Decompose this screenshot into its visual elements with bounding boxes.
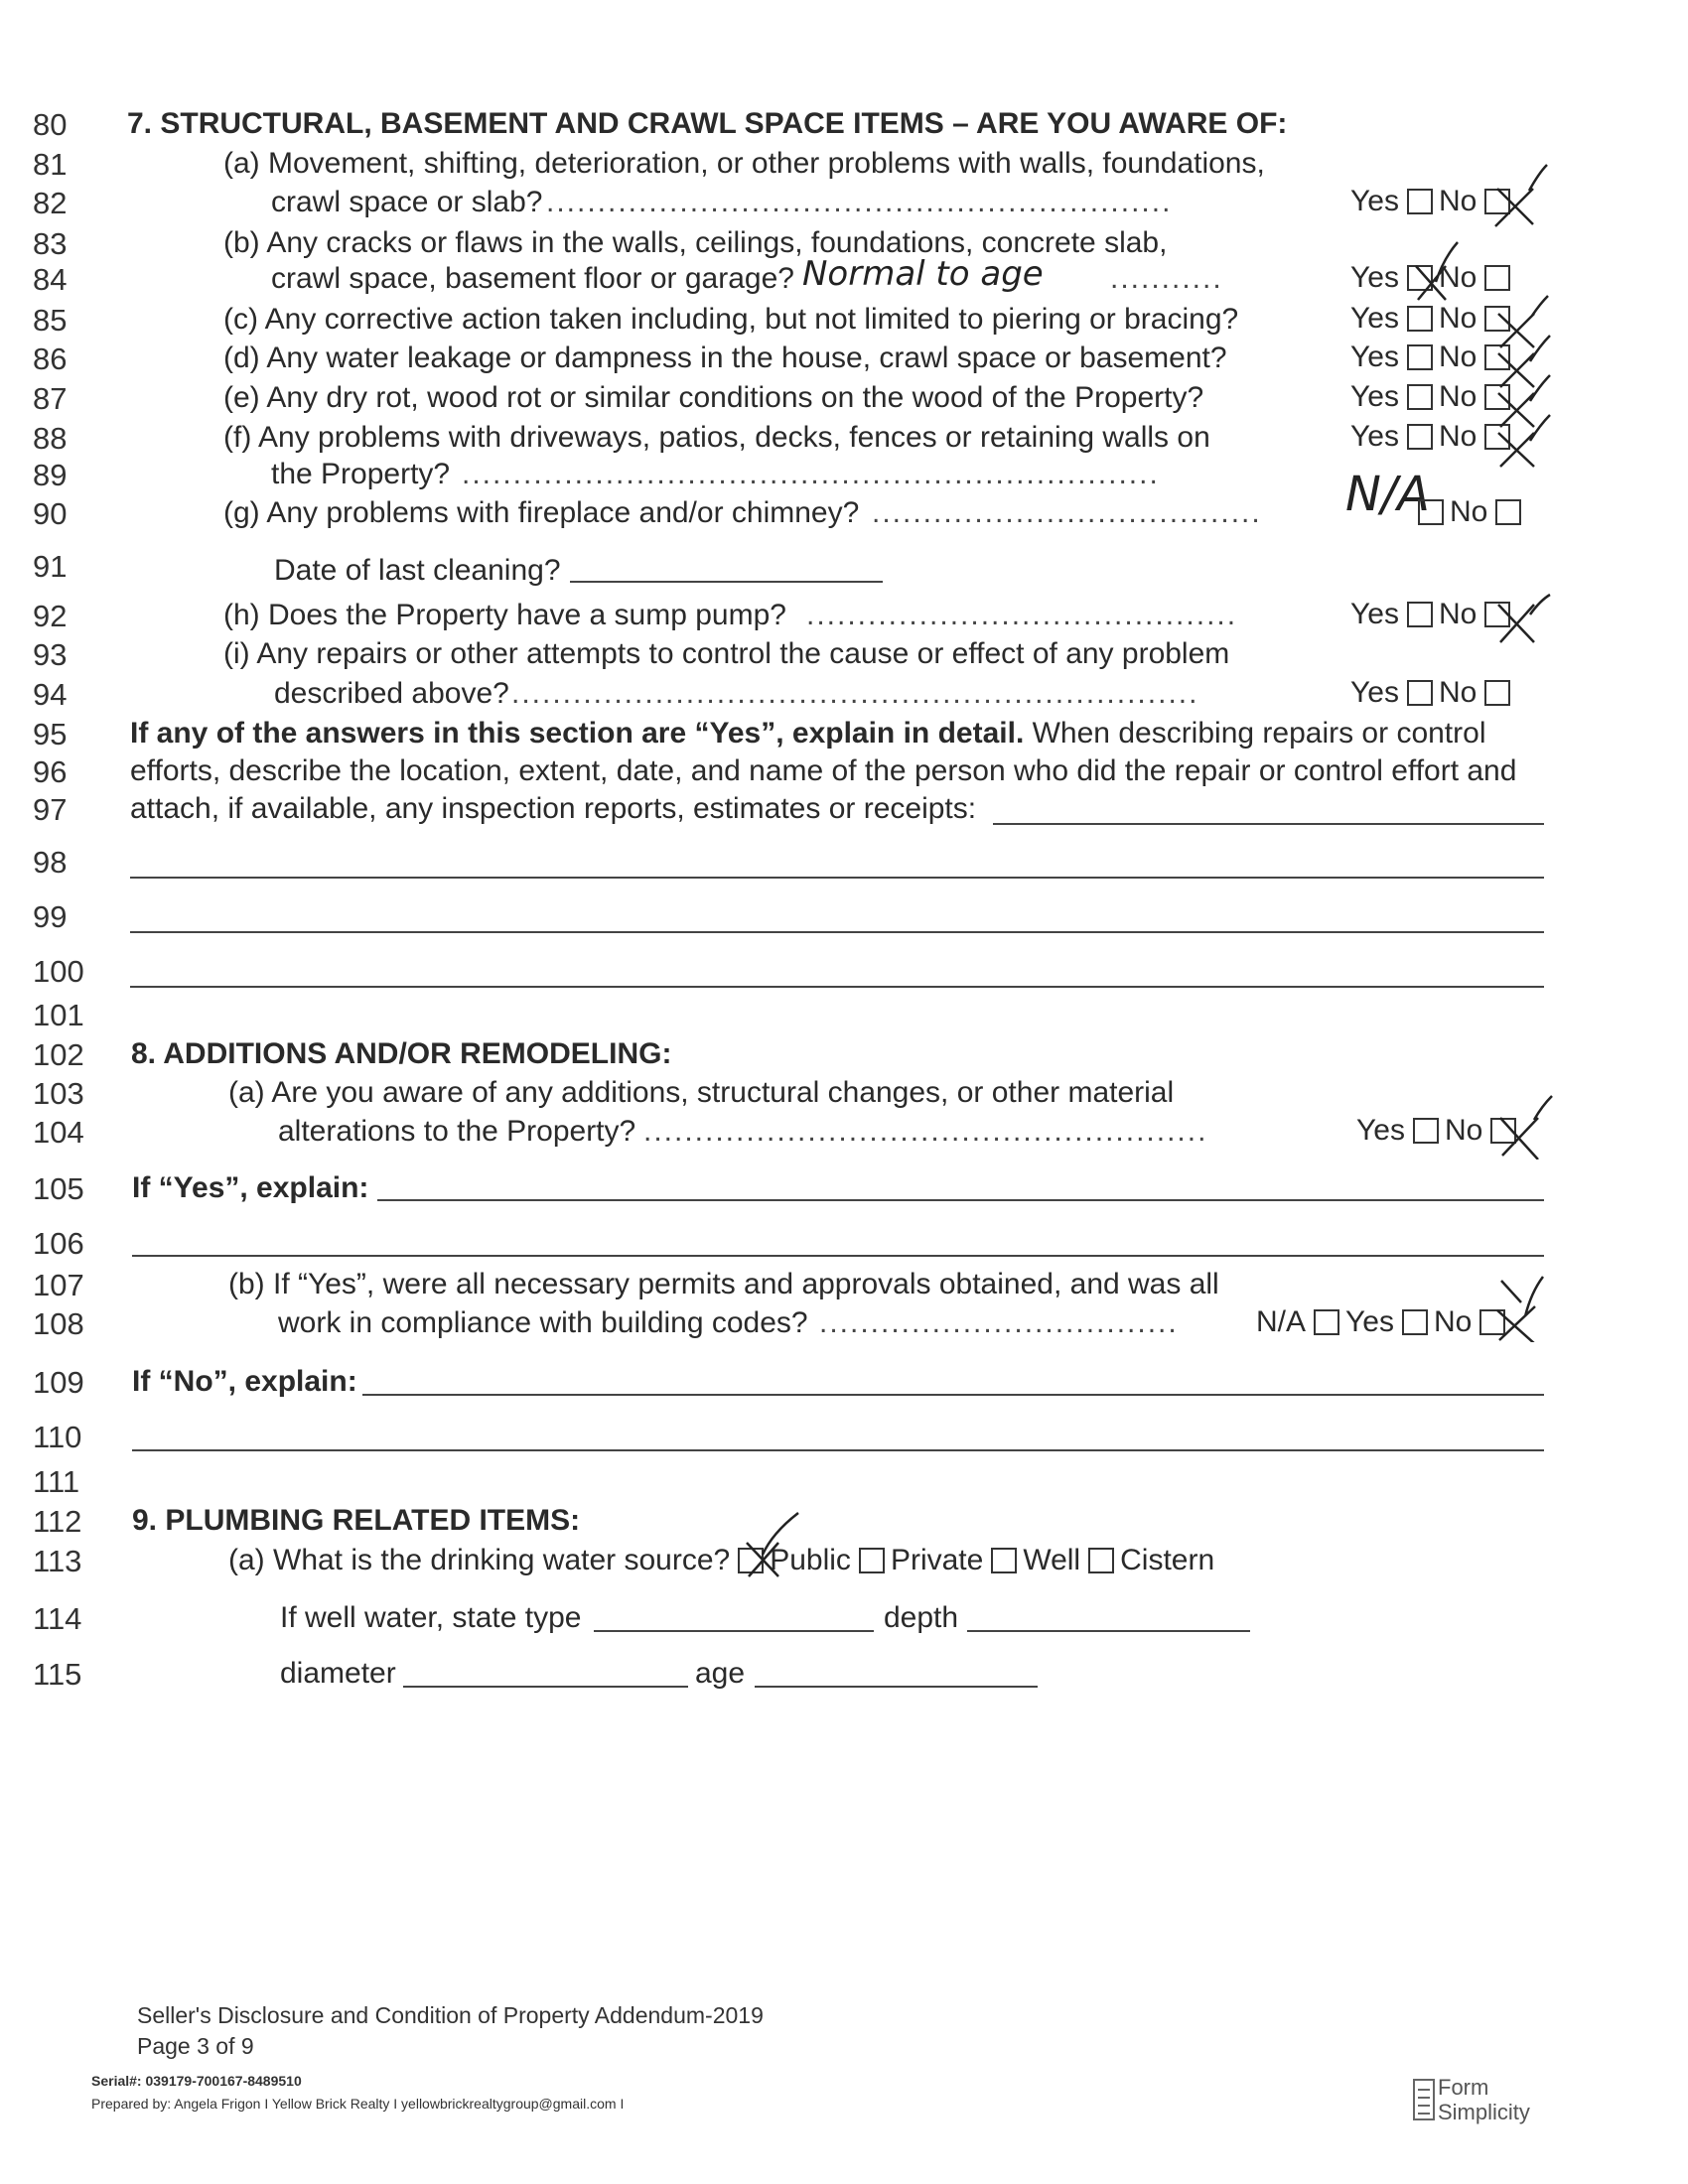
depth-label: depth bbox=[884, 1601, 959, 1634]
yes-checkbox[interactable] bbox=[1407, 189, 1433, 214]
question-7b-line2: crawl space, basement floor or garage? bbox=[271, 262, 794, 295]
diameter-field[interactable] bbox=[403, 1686, 688, 1688]
answer-7i bbox=[1350, 676, 1516, 710]
section-9-heading: 9. PLUMBING RELATED ITEMS: bbox=[132, 1504, 581, 1537]
explain-instruction-line3: attach, if available, any inspection reports, estimates or receipts: bbox=[130, 792, 977, 825]
question-8b-line1: (b) If “Yes”, were all necessary permits and approvals obtained, and was all bbox=[228, 1268, 1219, 1300]
leader-dots: .................................................................... bbox=[462, 458, 1160, 490]
explain-instruction-line1 bbox=[130, 717, 1486, 751]
line-number: 85 bbox=[33, 303, 68, 338]
yes-label: Yes bbox=[1350, 380, 1399, 413]
line-number: 90 bbox=[33, 496, 68, 531]
cistern-checkbox[interactable] bbox=[1088, 1548, 1114, 1573]
no-label: No bbox=[1438, 302, 1477, 335]
handwritten-na-7g: N/A bbox=[1345, 467, 1430, 522]
line-number: 111 bbox=[33, 1464, 80, 1499]
question-7e: (e) Any dry rot, wood rot or similar conditions on the wood of the Property? bbox=[223, 381, 1204, 414]
no-label: No bbox=[1438, 341, 1477, 373]
line-number: 89 bbox=[33, 458, 68, 492]
explain-instruction-line2: efforts, describe the location, extent, date, and name of the person who did the repair or control effort and bbox=[130, 754, 1517, 787]
leader-dots: ...................................... bbox=[872, 496, 1262, 529]
explain-field-line[interactable] bbox=[130, 877, 1544, 879]
yes-label: Yes bbox=[1350, 420, 1399, 453]
checkmark-x-icon bbox=[1496, 1090, 1556, 1160]
if-yes-explain-field[interactable] bbox=[132, 1255, 1544, 1257]
question-7b-line1: (b) Any cracks or flaws in the walls, ceilings, foundations, concrete slab, bbox=[223, 226, 1168, 259]
handwritten-note-7b: Normal to age bbox=[802, 254, 1044, 294]
section-7-heading: 7. STRUCTURAL, BASEMENT AND CRAWL SPACE ITEMS – ARE YOU AWARE OF: bbox=[127, 107, 1288, 140]
no-label: No bbox=[1438, 380, 1477, 413]
line-number: 98 bbox=[33, 845, 68, 880]
cistern-label: Cistern bbox=[1120, 1544, 1215, 1576]
answer-7d bbox=[1350, 341, 1516, 374]
answer-7f bbox=[1350, 420, 1516, 454]
line-number: 105 bbox=[33, 1171, 84, 1206]
yes-label: Yes bbox=[1356, 1114, 1405, 1147]
na-label: N/A bbox=[1256, 1305, 1307, 1338]
no-label: No bbox=[1444, 1114, 1483, 1147]
yes-checkbox[interactable] bbox=[1402, 1309, 1428, 1335]
checkmark-x-icon bbox=[1489, 161, 1549, 230]
explain-rest: When describing repairs or control bbox=[1024, 717, 1486, 750]
no-label: No bbox=[1438, 676, 1477, 709]
form-simplicity-logo bbox=[1412, 2075, 1530, 2124]
line-number: 106 bbox=[33, 1226, 84, 1261]
answer-7h bbox=[1350, 598, 1516, 631]
question-7h: (h) Does the Property have a sump pump? bbox=[223, 599, 786, 631]
age-field[interactable] bbox=[755, 1686, 1038, 1688]
question-7i-line2: described above? bbox=[274, 677, 509, 710]
no-label: No bbox=[1438, 420, 1477, 453]
line-number: 83 bbox=[33, 226, 68, 261]
leader-dots: .......................................... bbox=[806, 599, 1238, 631]
line-number: 84 bbox=[33, 262, 68, 297]
no-label: No bbox=[1438, 261, 1477, 294]
line-number: 95 bbox=[33, 717, 68, 751]
no-label: No bbox=[1438, 598, 1477, 630]
logo-text-simplicity: Simplicity bbox=[1438, 2100, 1530, 2124]
checkmark-x-icon bbox=[743, 1509, 802, 1578]
checkmark-x-icon bbox=[1494, 581, 1554, 650]
yes-checkbox[interactable] bbox=[1407, 384, 1433, 410]
well-label: Well bbox=[1023, 1544, 1081, 1576]
explain-bold: If any of the answers in this section are “Yes”, explain in detail. bbox=[130, 717, 1025, 750]
yes-label: Yes bbox=[1350, 302, 1399, 335]
line-number: 88 bbox=[33, 421, 68, 456]
answer-7e bbox=[1350, 380, 1516, 414]
question-7c: (c) Any corrective action taken including, but not limited to piering or bracing? bbox=[223, 303, 1239, 336]
line-number: 104 bbox=[33, 1115, 84, 1150]
if-no-explain-label: If “No”, explain: bbox=[132, 1365, 357, 1398]
age-label: age bbox=[695, 1657, 746, 1690]
form-title: Seller's Disclosure and Condition of Property Addendum-2019 bbox=[137, 2002, 764, 2028]
line-number: 96 bbox=[33, 754, 68, 789]
private-checkbox[interactable] bbox=[859, 1548, 885, 1573]
question-7d: (d) Any water leakage or dampness in the house, crawl space or basement? bbox=[223, 341, 1227, 374]
question-7i-line1: (i) Any repairs or other attempts to control the cause or effect of any problem bbox=[223, 637, 1230, 670]
diameter-label: diameter bbox=[280, 1657, 396, 1690]
question-8a-line2: alterations to the Property? bbox=[278, 1115, 636, 1148]
yes-label: Yes bbox=[1350, 185, 1399, 217]
question-9a bbox=[228, 1544, 1214, 1577]
question-7f-line1: (f) Any problems with driveways, patios, decks, fences or retaining walls on bbox=[223, 421, 1210, 454]
if-no-explain-field[interactable] bbox=[362, 1394, 1544, 1396]
line-number: 115 bbox=[33, 1657, 82, 1692]
yes-label: Yes bbox=[1350, 341, 1399, 373]
leader-dots: ....................................................... bbox=[643, 1115, 1208, 1148]
public-label: Public bbox=[770, 1544, 851, 1576]
line-number: 108 bbox=[33, 1306, 84, 1341]
yes-label: Yes bbox=[1350, 261, 1399, 294]
question-7a-line2: crawl space or slab? bbox=[271, 186, 543, 218]
no-checkbox[interactable] bbox=[1495, 499, 1521, 525]
question-7f-line2: the Property? bbox=[271, 458, 451, 490]
well-type-field[interactable] bbox=[594, 1630, 874, 1632]
private-label: Private bbox=[890, 1544, 984, 1576]
last-cleaning-field[interactable] bbox=[570, 581, 883, 583]
line-number: 81 bbox=[33, 147, 68, 182]
question-7a-line1: (a) Movement, shifting, deterioration, or other problems with walls, foundations, bbox=[223, 147, 1265, 180]
last-cleaning-label: Date of last cleaning? bbox=[274, 554, 561, 587]
leader-dots: ................................................................... bbox=[511, 677, 1199, 710]
yes-checkbox[interactable] bbox=[1407, 344, 1433, 370]
logo-text-form: Form bbox=[1438, 2075, 1489, 2100]
line-number: 100 bbox=[33, 954, 84, 989]
line-number: 94 bbox=[33, 677, 68, 712]
explain-field-line[interactable] bbox=[130, 986, 1544, 988]
if-no-explain-field[interactable] bbox=[132, 1449, 1544, 1451]
checkmark-x-icon bbox=[1406, 238, 1466, 308]
yes-checkbox[interactable] bbox=[1413, 1118, 1439, 1144]
line-number: 114 bbox=[33, 1601, 82, 1636]
question-8a-line1: (a) Are you aware of any additions, structural changes, or other material bbox=[228, 1076, 1175, 1109]
no-label: No bbox=[1438, 185, 1477, 217]
depth-field[interactable] bbox=[967, 1630, 1250, 1632]
if-yes-explain-field[interactable] bbox=[377, 1199, 1544, 1201]
no-label: No bbox=[1433, 1305, 1473, 1338]
line-number: 82 bbox=[33, 186, 68, 220]
leader-dots: ................................... bbox=[819, 1306, 1179, 1339]
answer-7g bbox=[1410, 495, 1527, 529]
well-type-label: If well water, state type bbox=[280, 1601, 582, 1634]
yes-label: Yes bbox=[1345, 1305, 1394, 1338]
no-label: No bbox=[1450, 495, 1488, 528]
line-number: 103 bbox=[33, 1076, 84, 1111]
line-number: 113 bbox=[33, 1544, 82, 1578]
line-number: 102 bbox=[33, 1037, 84, 1072]
yes-checkbox[interactable] bbox=[1418, 499, 1444, 525]
checkmark-x-icon bbox=[1491, 1273, 1551, 1342]
leader-dots: ........... bbox=[1110, 262, 1223, 295]
section-8-heading: 8. ADDITIONS AND/OR REMODELING: bbox=[131, 1037, 672, 1070]
yes-checkbox[interactable] bbox=[1407, 680, 1433, 706]
line-number: 92 bbox=[33, 599, 68, 633]
no-checkbox[interactable] bbox=[1484, 680, 1510, 706]
answer-8b bbox=[1256, 1305, 1511, 1339]
explain-field-line[interactable] bbox=[993, 823, 1544, 825]
line-number: 97 bbox=[33, 792, 68, 827]
line-number: 87 bbox=[33, 381, 68, 416]
checkmark-x-icon bbox=[1494, 405, 1554, 475]
serial-number: Serial#: 039179-700167-8489510 bbox=[91, 2073, 302, 2089]
page-number: Page 3 of 9 bbox=[137, 2033, 254, 2059]
line-number: 107 bbox=[33, 1268, 84, 1302]
explain-field-line[interactable] bbox=[130, 931, 1544, 933]
line-number: 80 bbox=[33, 107, 68, 142]
question-9a-label: (a) What is the drinking water source? bbox=[228, 1544, 731, 1576]
yes-label: Yes bbox=[1350, 598, 1399, 630]
line-number: 99 bbox=[33, 899, 68, 934]
line-number: 101 bbox=[33, 998, 84, 1032]
document-icon bbox=[1412, 2078, 1438, 2121]
line-number: 112 bbox=[33, 1504, 82, 1539]
na-checkbox[interactable] bbox=[1314, 1309, 1339, 1335]
line-number: 93 bbox=[33, 637, 68, 672]
yes-checkbox[interactable] bbox=[1407, 602, 1433, 627]
line-number: 109 bbox=[33, 1365, 84, 1400]
yes-checkbox[interactable] bbox=[1407, 306, 1433, 332]
question-8b-line2: work in compliance with building codes? bbox=[278, 1306, 808, 1339]
well-checkbox[interactable] bbox=[991, 1548, 1017, 1573]
line-number: 86 bbox=[33, 341, 68, 376]
line-number: 110 bbox=[33, 1420, 82, 1454]
yes-checkbox[interactable] bbox=[1407, 424, 1433, 450]
leader-dots: ............................................................. bbox=[546, 186, 1173, 218]
yes-label: Yes bbox=[1350, 676, 1399, 709]
prepared-by: Prepared by: Angela Frigon I Yellow Brick Realty I yellowbrickrealtygroup@gmail.com I bbox=[91, 2096, 625, 2112]
line-number: 91 bbox=[33, 549, 68, 584]
if-yes-explain-label: If “Yes”, explain: bbox=[132, 1171, 369, 1204]
question-7g: (g) Any problems with fireplace and/or chimney? bbox=[223, 496, 860, 529]
